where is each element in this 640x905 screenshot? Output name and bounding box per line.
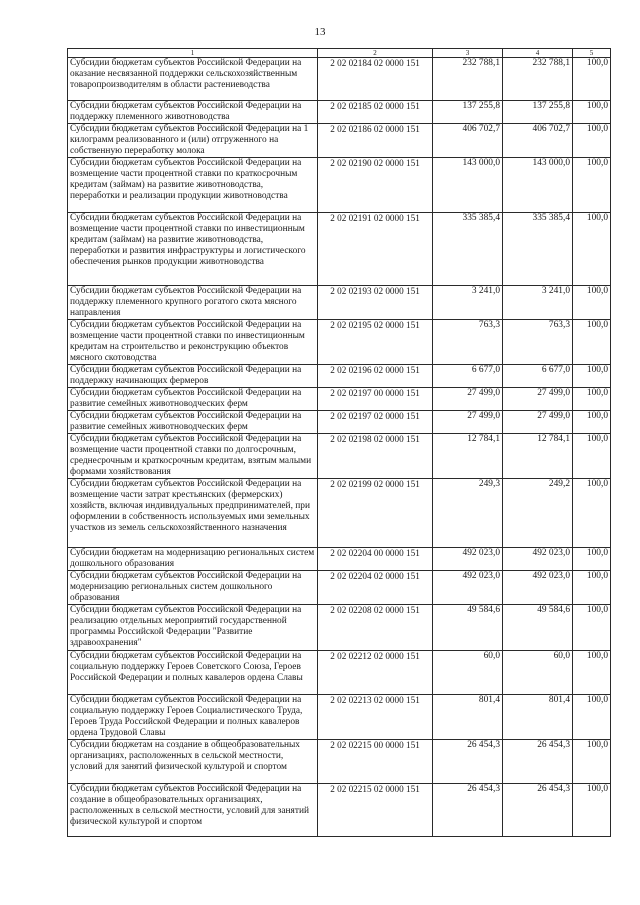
plan-amount-cell: 232 788,1 <box>433 58 503 101</box>
actual-amount-cell: 143 000,0 <box>503 158 573 213</box>
budget-code-cell: 2 02 02215 02 0000 151 <box>318 784 433 837</box>
execution-percent-cell: 100,0 <box>573 158 611 213</box>
row-name-cell: Субсидии бюджетам на создание в общеобразовательных организациях, расположенных в сельской местности, условий для занятий физической культурой и спортом <box>68 740 318 784</box>
execution-percent-cell: 100,0 <box>573 548 611 571</box>
budget-code-cell: 2 02 02197 00 0000 151 <box>318 388 433 411</box>
row-name-cell: Субсидии бюджетам субъектов Российской Федерации на поддержку племенного крупного рогатого скота мясного направления <box>68 286 318 320</box>
table-row <box>68 695 611 740</box>
table-row <box>68 571 611 605</box>
budget-code-cell: 2 02 02199 02 0000 151 <box>318 479 433 548</box>
row-name-cell: Субсидии бюджетам субъектов Российской Федерации на возмещение части процентной ставки по инвестиционным кредитам (займам) на развитие животноводства, переработки и развития инфраструктуры и логистического обеспечения рынков продукции животноводства <box>68 213 318 286</box>
row-name-cell: Субсидии бюджетам субъектов Российской Федерации на развитие семейных животноводческих ферм <box>68 388 318 411</box>
table-row <box>68 605 611 651</box>
actual-amount-cell: 492 023,0 <box>503 571 573 605</box>
column-header-number: 2 <box>318 49 433 58</box>
table-row <box>68 365 611 388</box>
budget-code-cell: 2 02 02190 02 0000 151 <box>318 158 433 213</box>
budget-code-cell: 2 02 02198 02 0000 151 <box>318 434 433 479</box>
actual-amount-cell: 6 677,0 <box>503 365 573 388</box>
budget-code-cell: 2 02 02186 02 0000 151 <box>318 124 433 158</box>
plan-amount-cell: 335 385,4 <box>433 213 503 286</box>
execution-percent-cell: 100,0 <box>573 695 611 740</box>
plan-amount-cell: 26 454,3 <box>433 784 503 837</box>
execution-percent-cell: 100,0 <box>573 411 611 434</box>
budget-code-cell: 2 02 02212 02 0000 151 <box>318 651 433 695</box>
execution-percent-cell: 100,0 <box>573 571 611 605</box>
execution-percent-cell: 100,0 <box>573 479 611 548</box>
table-row <box>68 651 611 695</box>
actual-amount-cell: 27 499,0 <box>503 411 573 434</box>
execution-percent-cell: 100,0 <box>573 740 611 784</box>
row-name-cell: Субсидии бюджетам субъектов Российской Федерации на поддержку племенного животноводства <box>68 101 318 124</box>
actual-amount-cell: 492 023,0 <box>503 548 573 571</box>
row-name-cell: Субсидии бюджетам субъектов Российской Федерации на модернизацию региональных систем дошкольного образования <box>68 571 318 605</box>
budget-code-cell: 2 02 02196 02 0000 151 <box>318 365 433 388</box>
row-name-cell: Субсидии бюджетам субъектов Российской Федерации на возмещение части затрат крестьянских (фермерских) хозяйств, включая индивидуальных предпринимателей, при оформлении в собственность используемых ими земельных участков из земель сельскохозяйственного назначения <box>68 479 318 548</box>
table-row <box>68 411 611 434</box>
actual-amount-cell: 26 454,3 <box>503 740 573 784</box>
plan-amount-cell: 60,0 <box>433 651 503 695</box>
plan-amount-cell: 249,3 <box>433 479 503 548</box>
actual-amount-cell: 12 784,1 <box>503 434 573 479</box>
budget-code-cell: 2 02 02195 02 0000 151 <box>318 320 433 365</box>
budget-code-cell: 2 02 02191 02 0000 151 <box>318 213 433 286</box>
execution-percent-cell: 100,0 <box>573 651 611 695</box>
row-name-cell: Субсидии бюджетам субъектов Российской Федерации на возмещение части процентной ставки по краткосрочным кредитам (займам) на развитие животноводства, переработки и реализации продукции животноводства <box>68 158 318 213</box>
actual-amount-cell: 137 255,8 <box>503 101 573 124</box>
actual-amount-cell: 49 584,6 <box>503 605 573 651</box>
actual-amount-cell: 249,2 <box>503 479 573 548</box>
row-name-cell: Субсидии бюджетам субъектов Российской Федерации на реализацию отдельных мероприятий государственной программы Российской Федерации "Развитие здравоохранения" <box>68 605 318 651</box>
table-row <box>68 548 611 571</box>
table-header-row <box>68 49 611 58</box>
column-header-number: 4 <box>503 49 573 58</box>
execution-percent-cell: 100,0 <box>573 388 611 411</box>
row-name-cell: Субсидии бюджетам субъектов Российской Федерации на социальную поддержку Героев Советского Союза, Героев Российской Федерации и полных кавалеров ордена Славы <box>68 651 318 695</box>
plan-amount-cell: 137 255,8 <box>433 101 503 124</box>
row-name-cell: Субсидии бюджетам субъектов Российской Федерации на поддержку начинающих фермеров <box>68 365 318 388</box>
execution-percent-cell: 100,0 <box>573 101 611 124</box>
page-number: 13 <box>314 26 326 38</box>
plan-amount-cell: 12 784,1 <box>433 434 503 479</box>
plan-amount-cell: 3 241,0 <box>433 286 503 320</box>
plan-amount-cell: 763,3 <box>433 320 503 365</box>
execution-percent-cell: 100,0 <box>573 320 611 365</box>
table-row <box>68 58 611 101</box>
table-row <box>68 124 611 158</box>
row-name-cell: Субсидии бюджетам субъектов Российской Федерации на создание в общеобразовательных организациях, расположенных в сельской местности, условий для занятий физической культурой и спортом <box>68 784 318 837</box>
column-header-number: 1 <box>68 49 318 58</box>
row-name-cell: Субсидии бюджетам субъектов Российской Федерации на социальную поддержку Героев Социалистического Труда, Героев Труда Российской Федерации и полных кавалеров ордена Трудовой Славы <box>68 695 318 740</box>
actual-amount-cell: 232 788,1 <box>503 58 573 101</box>
execution-percent-cell: 100,0 <box>573 605 611 651</box>
budget-code-cell: 2 02 02208 02 0000 151 <box>318 605 433 651</box>
actual-amount-cell: 335 385,4 <box>503 213 573 286</box>
actual-amount-cell: 60,0 <box>503 651 573 695</box>
execution-percent-cell: 100,0 <box>573 58 611 101</box>
plan-amount-cell: 492 023,0 <box>433 571 503 605</box>
budget-code-cell: 2 02 02213 02 0000 151 <box>318 695 433 740</box>
actual-amount-cell: 406 702,7 <box>503 124 573 158</box>
budget-subsidies-table <box>67 48 611 837</box>
row-name-cell: Субсидии бюджетам на модернизацию региональных систем дошкольного образования <box>68 548 318 571</box>
plan-amount-cell: 492 023,0 <box>433 548 503 571</box>
table-row <box>68 479 611 548</box>
plan-amount-cell: 26 454,3 <box>433 740 503 784</box>
table-row <box>68 320 611 365</box>
row-name-cell: Субсидии бюджетам субъектов Российской Федерации на возмещение части процентной ставки по долгосрочным, среднесрочным и краткосрочным кредитам, взятым малыми формами хозяйствования <box>68 434 318 479</box>
actual-amount-cell: 26 454,3 <box>503 784 573 837</box>
row-name-cell: Субсидии бюджетам субъектов Российской Федерации на возмещение части процентной ставки по инвестиционным кредитам на строительство и реконструкцию объектов мясного скотоводства <box>68 320 318 365</box>
table-row <box>68 388 611 411</box>
budget-code-cell: 2 02 02184 02 0000 151 <box>318 58 433 101</box>
plan-amount-cell: 406 702,7 <box>433 124 503 158</box>
execution-percent-cell: 100,0 <box>573 434 611 479</box>
plan-amount-cell: 801,4 <box>433 695 503 740</box>
execution-percent-cell: 100,0 <box>573 124 611 158</box>
plan-amount-cell: 6 677,0 <box>433 365 503 388</box>
table-row <box>68 286 611 320</box>
table-row <box>68 158 611 213</box>
execution-percent-cell: 100,0 <box>573 213 611 286</box>
table-row <box>68 784 611 837</box>
budget-code-cell: 2 02 02215 00 0000 151 <box>318 740 433 784</box>
table-row <box>68 740 611 784</box>
table-row <box>68 213 611 286</box>
budget-code-cell: 2 02 02193 02 0000 151 <box>318 286 433 320</box>
row-name-cell: Субсидии бюджетам субъектов Российской Федерации на развитие семейных животноводческих ферм <box>68 411 318 434</box>
actual-amount-cell: 27 499,0 <box>503 388 573 411</box>
table-row <box>68 434 611 479</box>
plan-amount-cell: 143 000,0 <box>433 158 503 213</box>
execution-percent-cell: 100,0 <box>573 286 611 320</box>
plan-amount-cell: 27 499,0 <box>433 411 503 434</box>
actual-amount-cell: 3 241,0 <box>503 286 573 320</box>
budget-code-cell: 2 02 02204 02 0000 151 <box>318 571 433 605</box>
budget-code-cell: 2 02 02197 02 0000 151 <box>318 411 433 434</box>
column-header-number: 3 <box>433 49 503 58</box>
table-row <box>68 101 611 124</box>
column-header-number: 5 <box>573 49 611 58</box>
execution-percent-cell: 100,0 <box>573 365 611 388</box>
budget-code-cell: 2 02 02204 00 0000 151 <box>318 548 433 571</box>
table-body <box>68 58 611 837</box>
actual-amount-cell: 801,4 <box>503 695 573 740</box>
row-name-cell: Субсидии бюджетам субъектов Российской Федерации на оказание несвязанной поддержки сельскохозяйственным товаропроизводителям в области растениеводства <box>68 58 318 101</box>
plan-amount-cell: 27 499,0 <box>433 388 503 411</box>
execution-percent-cell: 100,0 <box>573 784 611 837</box>
row-name-cell: Субсидии бюджетам субъектов Российской Федерации на 1 килограмм реализованного и (или) отгруженного на собственную переработку молока <box>68 124 318 158</box>
plan-amount-cell: 49 584,6 <box>433 605 503 651</box>
budget-code-cell: 2 02 02185 02 0000 151 <box>318 101 433 124</box>
actual-amount-cell: 763,3 <box>503 320 573 365</box>
